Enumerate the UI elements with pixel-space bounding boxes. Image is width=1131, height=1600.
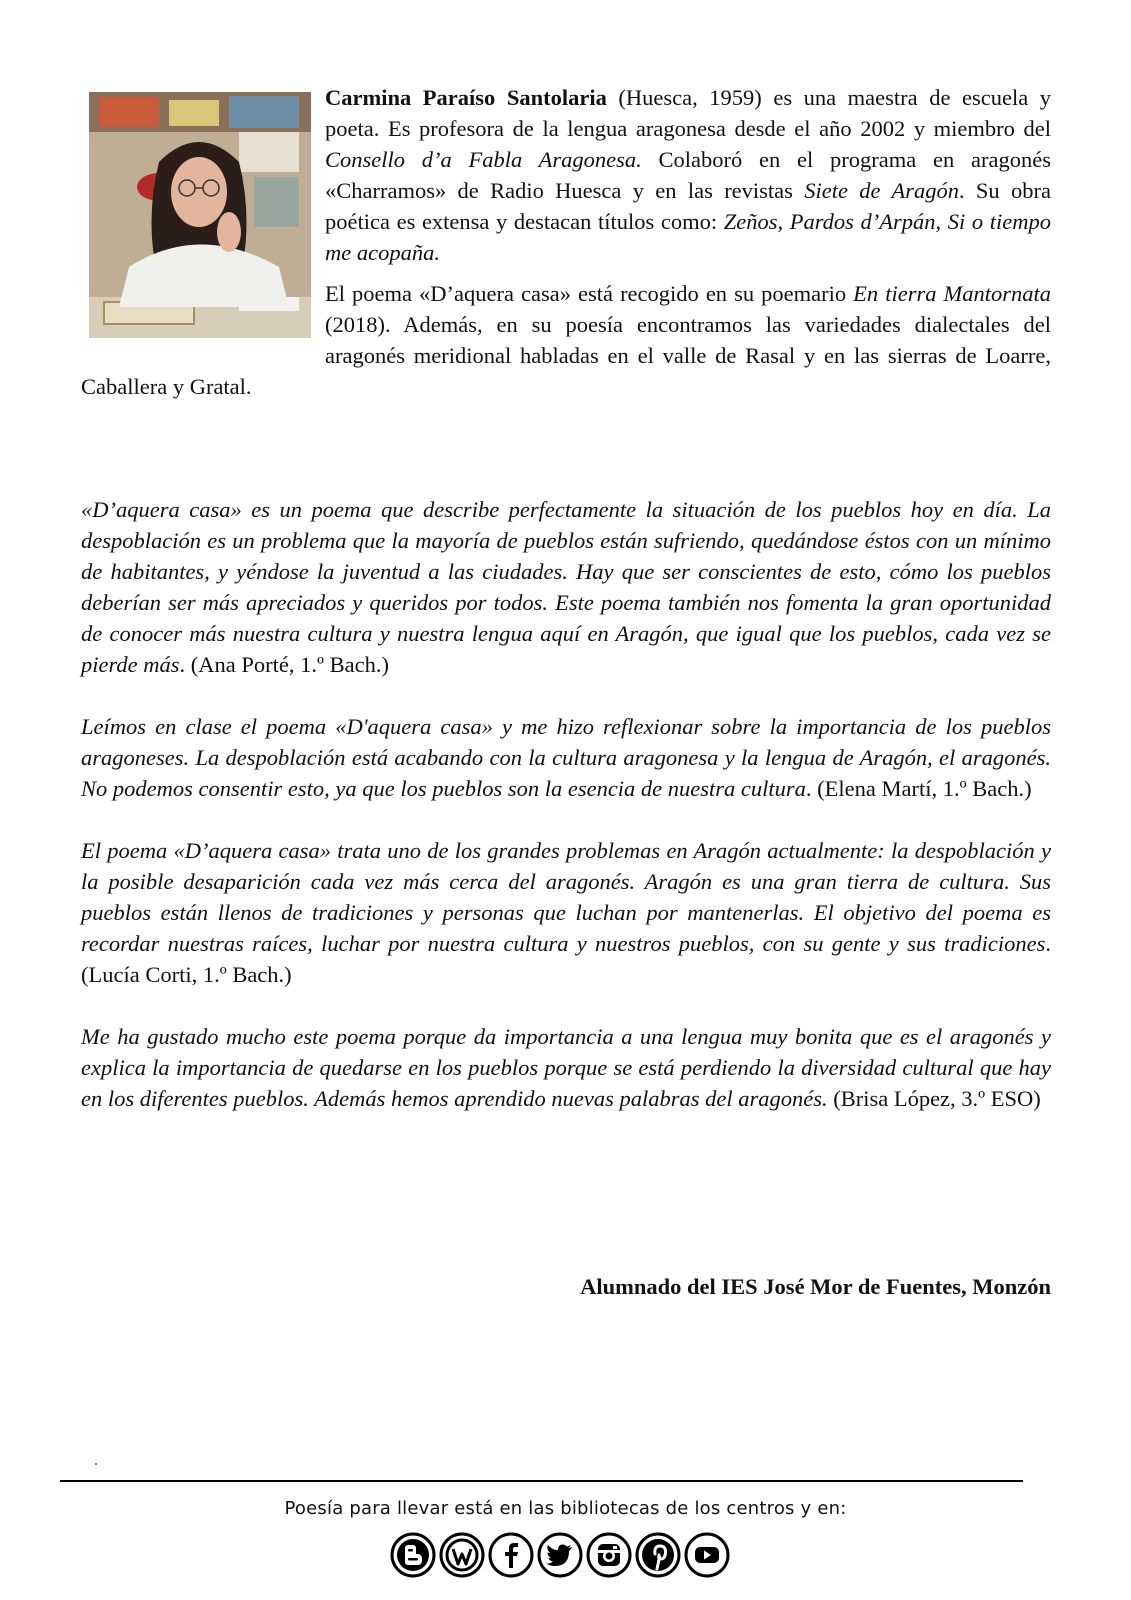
author-bio: [81, 82, 1051, 412]
comment-text: Me ha gustado mucho este poema porque da importancia a una lengua muy bonita que es el aragonés y explica la importancia de quedarse en los pueblos porque se está perdiendo la diversidad cultural que hay en los diferentes pueblos. Además hemos aprendido nuevas palabras del aragonés.: [81, 1024, 1051, 1111]
comment-text: El poema «D’aquera casa» trata uno de los grandes problemas en Aragón actualmente: la despoblación y la posible desaparición cada vez más cerca del aragonés. Aragón es una gran tierra de cultura. Sus pueblos están llenos de tradiciones y personas que luchan por mantenerlas. El objetivo del poema es recordar nuestras raíces, luchar por nuestra cultura y nuestros pueblos, con su gente y sus tradiciones: [81, 838, 1051, 956]
bio-text: (Huesca, 1959) es una maestra de escuela y poeta. Es profesora de la lengua aragonesa desde el año 2002 y miembro del: [325, 85, 1051, 141]
social-links: [390, 1532, 730, 1578]
magazine-name: Siete de Aragón: [804, 178, 959, 203]
comment-text: «D’aquera casa» es un poema que describe perfectamente la situación de los pueblos hoy en día. La despoblación es un problema que la mayoría de pueblos están sufriendo, quedándose éstos con un mínimo de habitantes, y yéndose la juventud a las ciudades. Hay que ser conscientes de esto, cómo los pueblos deberían ser más apreciados y queridos por todos. Este poema también nos fomenta la gran oportunidad de conocer más nuestra cultura y nuestra lengua aquí en Aragón, que igual que los pueblos, cada vez se pierde más: [81, 497, 1051, 677]
comment-author: . (Lucía Corti, 1.º Bach.): [81, 931, 1051, 987]
student-comment: [81, 1021, 1051, 1114]
instagram-icon[interactable]: [586, 1532, 632, 1578]
student-comments: [81, 494, 1051, 1145]
book-title: En tierra Mantornata: [853, 281, 1052, 306]
pinterest-icon[interactable]: [635, 1532, 681, 1578]
comment-author: . (Elena Martí, 1.º Bach.): [805, 776, 1032, 801]
comment-author: (Brisa López, 3.º ESO): [827, 1086, 1041, 1111]
author-photo: [89, 92, 311, 338]
comment-author: . (Ana Porté, 1.º Bach.): [179, 652, 389, 677]
twitter-icon[interactable]: [537, 1532, 583, 1578]
blogger-icon[interactable]: [390, 1532, 436, 1578]
bio-text: Colaboró en el programa en aragonés «Charramos» de Radio Huesca y en las revistas: [325, 147, 1051, 203]
student-comment: [81, 835, 1051, 990]
author-name: Carmina Paraíso Santolaria: [325, 85, 607, 110]
footer-text: Poesía para llevar está en las bibliotecas de los centros y en:: [284, 1498, 847, 1519]
comment-text: Leímos en clase el poema «D'aquera casa» y me hizo reflexionar sobre la importancia de los pueblos aragoneses. La despoblación está acabando con la cultura aragonesa y la lengua de Aragón, el aragonés. No podemos consentir esto, ya que los pueblos son la esencia de nuestra cultura: [81, 714, 1051, 801]
bio-text: . Su obra poética es extensa y destacan títulos como:: [325, 178, 1051, 234]
poetry-titles: Zeños, Pardos d’Arpán, Si o tiempo me acopaña.: [325, 209, 1051, 265]
facebook-icon[interactable]: [488, 1532, 534, 1578]
student-comment: [81, 711, 1051, 804]
wordpress-icon[interactable]: [439, 1532, 485, 1578]
bio-text: (2018). Además, en su poesía encontramos las variedades dialectales del aragonés meridional habladas en el valle de Rasal y en las sierras de Loarre, Caballera y Gratal.: [81, 312, 1051, 399]
youtube-icon[interactable]: [684, 1532, 730, 1578]
council-name: Consello d’a Fabla Aragonesa.: [325, 147, 642, 172]
student-comment: [81, 494, 1051, 680]
stray-dot: [95, 1463, 97, 1465]
footer-divider: [60, 1480, 1023, 1482]
bio-text: El poema «D’aquera casa» está recogido en su poemario: [325, 281, 854, 306]
credit-line: Alumnado del IES José Mor de Fuentes, Monzón: [580, 1274, 1051, 1299]
